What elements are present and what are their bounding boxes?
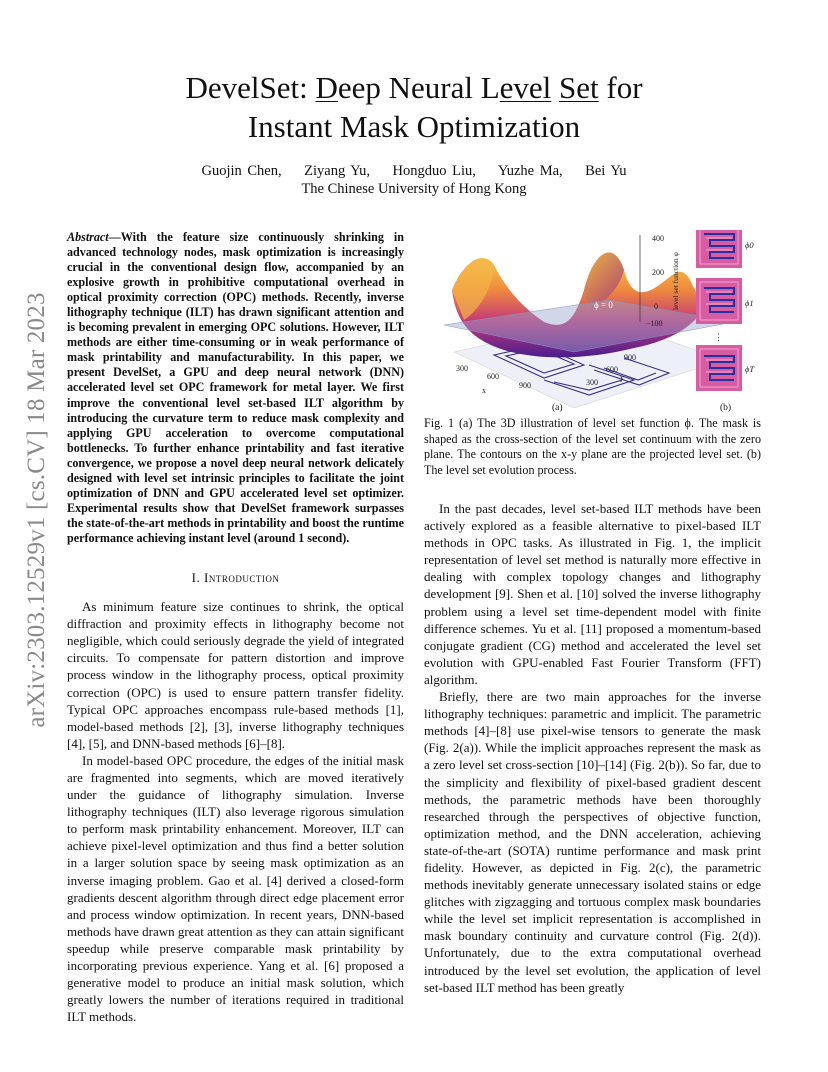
svg-text:200: 200 [652,268,664,277]
svg-text:ϕ0: ϕ0 [745,240,754,250]
phi-labels [745,240,755,374]
y-axis-label: y [620,373,624,382]
level-set-evolution-tiles [696,230,742,391]
author-list: Guojin Chen, Ziyang Yu, Hongduo Liu, Yuzhe Ma, Bei Yu [201,163,627,179]
x-axis-label: x [482,386,486,395]
svg-text:900: 900 [519,381,531,390]
figure-1-caption: Fig. 1 (a) The 3D illustration of level set function ϕ. The mask is shaped as the cross-section of the level set continuum with the zero plane. The contours on the x-y plane are the projected level set. (b) The level set evolution process. [424,416,761,477]
phi-zero-label: ϕ = 0 [594,300,613,310]
svg-text:900: 900 [624,353,636,362]
right-column [424,230,761,996]
affiliation: The Chinese University of Hong Kong [301,181,527,197]
svg-text:600: 600 [487,372,499,381]
svg-text:ϕT: ϕT [745,364,755,374]
phiT-tile [696,345,742,391]
figure-1-graphic [424,230,761,412]
section-heading-introduction: I. Introduction [191,569,280,585]
right-paragraph-2: Briefly, there are two main approaches for the inverse lithography techniques: parametric and implicit. The parametric methods [4]–[8] use pixel-wise tensors to generate the mask (Fig. 2(a)). While the implicit approaches represent the mask as a zero level set cross-section [10]–[14] (Fig. 2(b)). So far, due to the simplicity and flexibility of pixel-based gradient descent methods, the parametric methods have been thoroughly researched through the perspectives of objective function, optimization method, and the DNN acceleration, achieving state-of-the-art (SOTA) runtime performance and mask print fidelity. However, as depicted in Fig. 2(c), the parametric methods inevitably generate unnecessary isolated stains or edge glitches with zigzagging and tortuous complex mask boundaries while the level set implicit representation is accomplished in mask boundary continuity and curvature control (Fig. 2(d)). Unfortunately, due to the extra computational overhead introduced by the level set evolution, the application of level set-based ILT method has been greatly [424,689,761,995]
intro-paragraph-1: As minimum feature size continues to shrink, the optical diffraction and proximity effects in lithography become not negligible, which could seriously degrade the yield of integrated circuits. To compensate for pattern distortion and improve process window in the lithography process, optical proximity correction (OPC) is used to ensure pattern transfer fidelity. Typical OPC approaches encompass rule-based methods [1], model-based methods [2], [3], inverse lithography techniques [4], [5], and DNN-based methods [6]–[8]. [67,599,404,751]
svg-text:300: 300 [586,378,598,387]
svg-text:ϕ1: ϕ1 [745,298,754,308]
svg-text:−100: −100 [646,319,663,328]
svg-text:⋮: ⋮ [714,332,723,342]
subfigure-a-label: (a) [552,403,563,412]
z-axis-label: level set function φ [671,252,680,310]
right-paragraph-1: In the past decades, level set-based ILT methods have been actively explored as a feasible alternative to pixel-based ILT methods in OPC tasks. As illustrated in Fig. 1, the implicit representation of level set method is naturally more effective in dealing with complex topology changes and lithography development [9]. Shen et al. [10] solved the inverse lithography problem using a level set time-dependent model with finite difference schemes. Yu et al. [11] proposed a momentum-based conjugate gradient (CG) method and accelerated the level set evolution with GPU-enabled Fast Fourier Transform (FFT) algorithm. [424,501,761,687]
subfigure-b-label: (b) [720,403,732,412]
figure-1 [424,230,761,412]
phi0-tile [696,230,742,268]
abstract-label: Abstract [67,230,109,244]
left-column [67,230,404,1025]
intro-paragraph-2: In model-based OPC procedure, the edges of the initial mask are fragmented into segments, which are moved iteratively under the guidance of lithography simulation. Inverse lithography techniques (ILT) also leverage rigorous simulation to perform mask printability enhancement. Moreover, ILT can achieve pixel-level optimization and thus find a better solution in a larger solution space by seeing mask optimization as an inverse imaging problem. Gao et al. [4] derived a closed-form gradients descent algorithm through direct edge placement error and process window optimization. In recent years, DNN-based methods have drawn great attention as they can attain significant speedup while preserve comparable mask printability by incorporating previous experience. Yang et al. [6] proposed a generative model to produce an initial mask solution, which greatly lowers the number of iterations required in traditional ILT methods. [67,752,404,1025]
paper-title: DevelSet: Deep Neural Level Set for Instant Mask Optimization [185,70,643,144]
phi1-tile [696,278,742,324]
arxiv-stamp: arXiv:2303.12529v1 [cs.CV] 18 Mar 2023 [23,292,50,728]
svg-text:600: 600 [606,365,618,374]
abstract-text: —With the feature size continuously shrinking in advanced technology nodes, mask optimization is increasingly crucial in the conventional design flow, accompanied by an explosive growth in prohibitive computational overhead in optical proximity correction (OPC) methods. Recently, inverse lithography technique (ILT) has drawn significant attention and is becoming prevalent in emerging OPC solutions. However, ILT methods are either time-consuming or in weak performance of mask printability and manufacturability. In this paper, we present DevelSet, a GPU and deep neural network (DNN) accelerated level set OPC framework for metal layer. We first improve the conventional level set-based ILT algorithm by introducing the curvature term to reduce mask complexity and applying GPU acceleration to overcome computational bottlenecks. To further enhance printability and fast iterative convergence, we propose a novel deep neural network delicately designed with level set intrinsic principles to facilitate the joint optimization of DNN and GPU accelerated level set optimizer. Experimental results show that DevelSet framework surpasses the state-of-the-art methods in printability and boost the runtime performance achieving instant level (around 1 second). [67,230,404,545]
svg-text:0: 0 [654,302,658,311]
svg-text:300: 300 [456,364,468,373]
abstract [67,230,404,546]
svg-text:400: 400 [652,234,664,243]
